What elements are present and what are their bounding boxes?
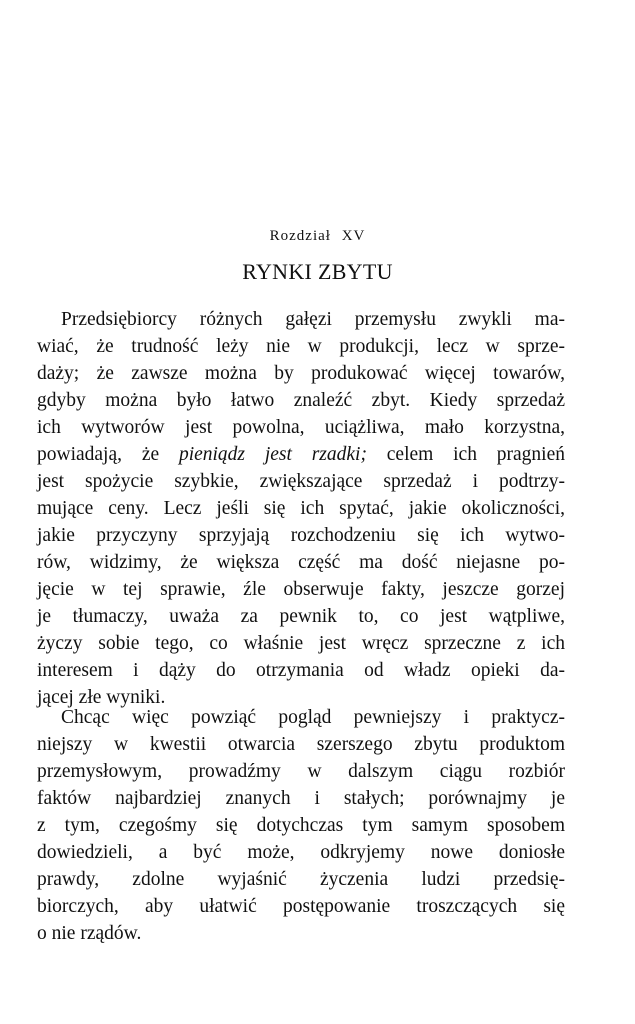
text-line: jakie przyczyny sprzyjają rozchodzeniu się ich wytwo- (37, 525, 565, 546)
paragraph-2 (37, 704, 565, 947)
chapter-word: Rozdział (269, 228, 331, 244)
text-line (37, 441, 565, 468)
text-line: rów, widzimy, że większa część ma dość niejasne po- (37, 552, 565, 573)
text-line: daży; że zawsze można by produkować więcej towarów, (37, 363, 565, 384)
text-line: faktów najbardziej znanych i stałych; porównajmy je (37, 788, 565, 809)
text-line: niejszy w kwestii otwarcia szerszego zbytu produktom (37, 734, 565, 755)
text-line: ich wytworów jest powolna, uciążliwa, mało korzystna, (37, 417, 565, 438)
text-line: z tym, czegośmy się dotychczas tym samym sposobem (37, 815, 565, 836)
text-line: życzy sobie tego, co właśnie jest wręcz sprzeczne z ich (37, 633, 565, 654)
text-line: o nie rządów. (37, 923, 142, 944)
text-line: jącej złe wyniki. (37, 687, 166, 708)
text-line: Przedsiębiorcy różnych gałęzi przemysłu zwykli ma- (61, 309, 565, 330)
text-line: interesem i dąży do otrzymania od władz opieki da- (37, 660, 565, 681)
chapter-title: RYNKI ZBYTU (242, 259, 393, 284)
chapter-label (0, 228, 635, 245)
text-run: celem ich pragnień (366, 444, 565, 465)
text-line: prawdy, zdolne wyjaśnić życzenia ludzi przedsię- (37, 869, 565, 890)
text-line: Chcąc więc powziąć pogląd pewniejszy i praktycz- (61, 707, 565, 728)
text-line: jęcie w tej sprawie, źle obserwuje fakty, jeszcze gorzej (37, 579, 565, 600)
text-line: gdyby można było łatwo znaleźć zbyt. Kiedy sprzedaż (37, 390, 565, 411)
text-line: przemysłowym, prowadźmy w dalszym ciągu rozbiór (37, 761, 565, 782)
text-run: powiadają, że (37, 444, 179, 465)
text-line: biorczych, aby ułatwić postępowanie troszczących się (37, 896, 565, 917)
text-line: wiać, że trudność leży nie w produkcji, lecz w sprze- (37, 336, 565, 357)
text-line: je tłumaczy, uważa za pewnik to, co jest wątpliwe, (37, 606, 565, 627)
text-line: mujące ceny. Lecz jeśli się ich spytać, jakie okoliczności, (37, 498, 565, 519)
chapter-number: XV (341, 228, 366, 244)
paragraph-1 (37, 306, 565, 711)
text-line: dowiedzieli, a być może, odkryjemy nowe doniosłe (37, 842, 565, 863)
italic-phrase: pieniądz jest rzadki; (178, 444, 367, 465)
text-line: jest spożycie szybkie, zwiększające sprzedaż i podtrzy- (37, 471, 565, 492)
